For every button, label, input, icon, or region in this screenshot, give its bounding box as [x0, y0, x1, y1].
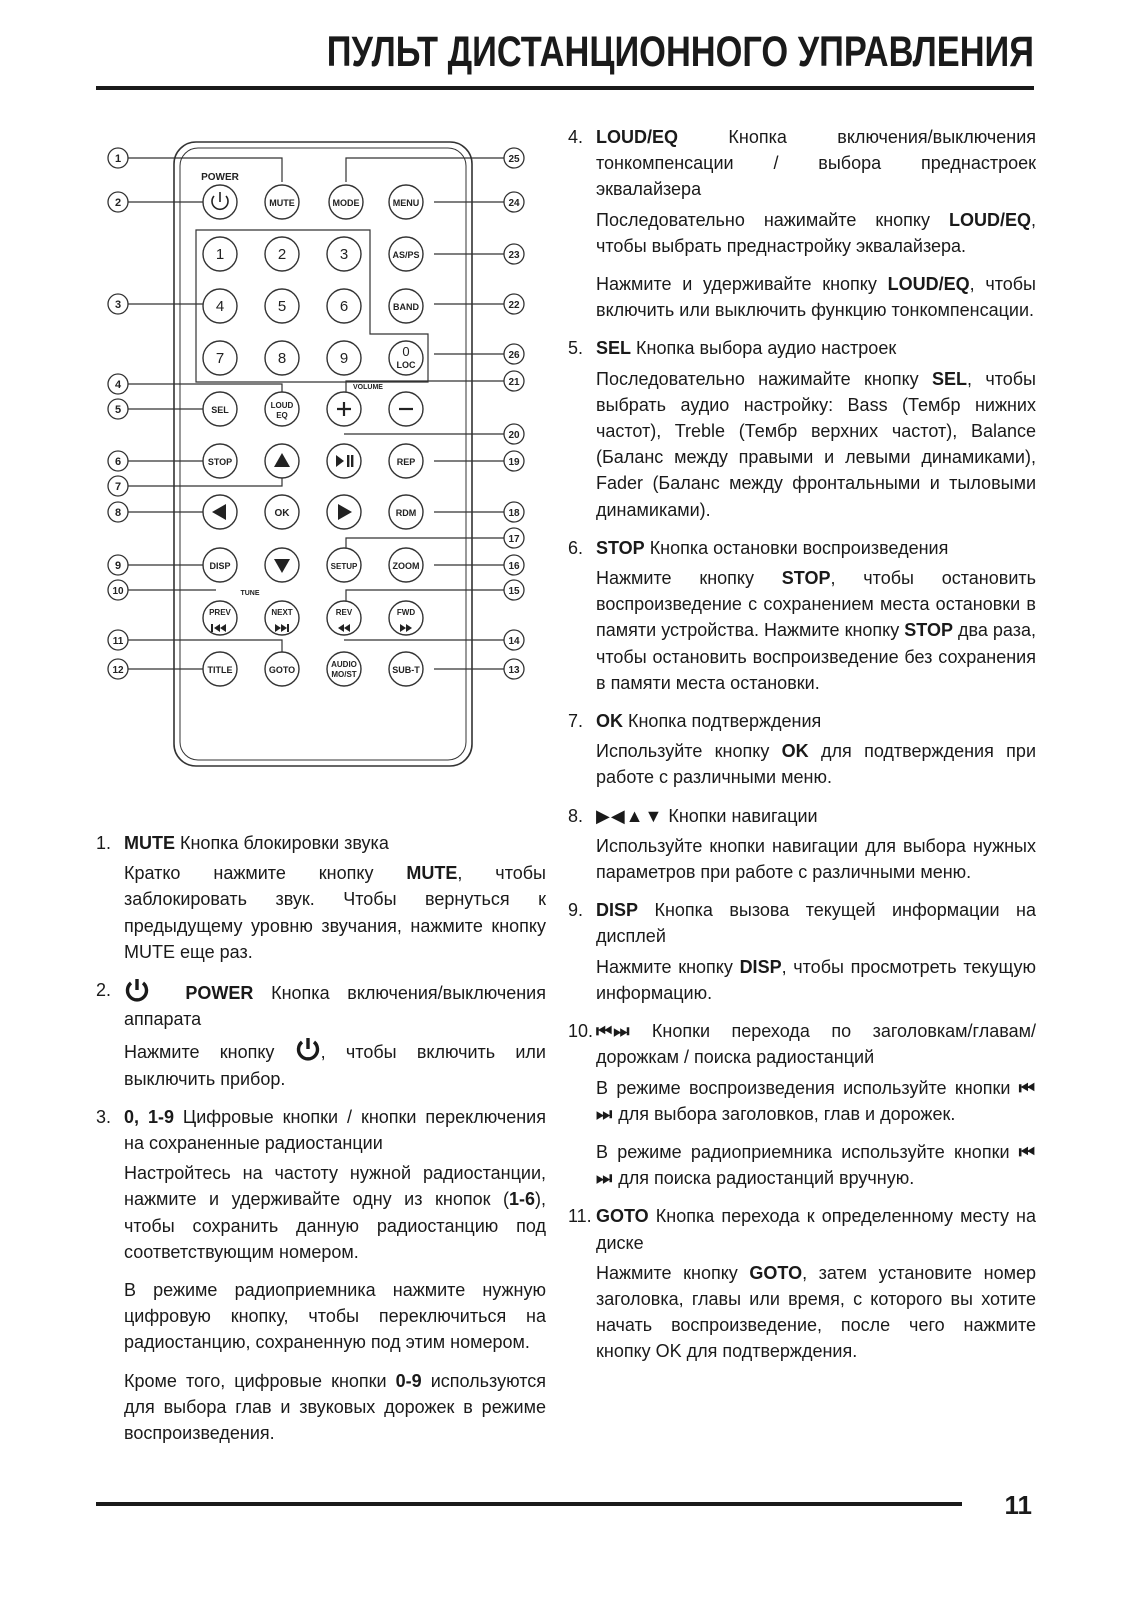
callout-number: 14: [508, 636, 520, 647]
leader-11: [128, 640, 282, 656]
key-6-label: 6: [339, 298, 349, 315]
callout-number: 22: [508, 300, 520, 311]
item-title: Кнопка выбора аудио настроек: [631, 338, 897, 359]
item-number: 8.: [568, 805, 584, 826]
callout-number: 26: [508, 350, 520, 361]
paragraph: Нажмите кнопку GOTO, затем установите номер заголовка, главы или время, с которого вы хотите начать воспроизведение, после чего нажмите кнопку OK для подтверждения.: [596, 1262, 1036, 1362]
callout-number: 19: [508, 457, 520, 468]
goto-label: GOTO: [268, 665, 296, 675]
item-heading: MUTE: [124, 833, 175, 853]
callout-number: 2: [114, 197, 122, 209]
paragraph: В режиме радиоприемника нажмите нужную цифровую кнопку, чтобы переключиться на радиостанцию, сохраненную под этим номером.: [124, 1280, 546, 1353]
item-heading: OK: [596, 711, 623, 732]
zoom-label: ZOOM: [392, 561, 420, 571]
skip-icon: ⏮ ⏭: [596, 1077, 1036, 1124]
callout-number: 20: [508, 430, 520, 441]
skip-icon: ⏮ ⏭: [596, 1141, 1036, 1189]
rep-label: REP: [396, 457, 416, 467]
callout-number: 1: [114, 153, 122, 165]
disp-label: DISP: [209, 561, 231, 571]
item-heading: GOTO: [596, 1206, 649, 1227]
callout-number: 13: [508, 665, 520, 676]
paragraph: Нажмите кнопку , чтобы включить или выключить прибор.: [96, 1036, 546, 1091]
pause-icon: [347, 455, 349, 467]
leader-7: [128, 476, 282, 486]
item-title: Кнопка включения/выключения тонкомпенсации / выбора преднастроек эквалайзера: [596, 127, 1036, 200]
callout-number: 12: [112, 665, 124, 676]
callout-number: 18: [508, 508, 520, 519]
item-digits: [96, 1104, 546, 1156]
stop-label: STOP: [207, 457, 233, 467]
item-title: Кнопка включения/выключения аппарата: [124, 983, 546, 1030]
footer-rule: [96, 1502, 962, 1506]
item-stop: [568, 535, 1036, 561]
navigation-arrows-icon: ▶◀▲▼: [596, 805, 664, 826]
callout-number: 6: [114, 456, 122, 468]
next-label: NEXT: [271, 608, 293, 617]
item-title: Кнопки перехода по заголовкам/главам/ дорожкам / поиска радиостанций: [596, 1021, 1036, 1068]
mode-label: MODE: [332, 198, 360, 208]
key-7-label: 7: [215, 350, 225, 367]
key-4-label: 4: [215, 298, 225, 315]
power-label: POWER: [201, 172, 239, 183]
pause-icon-bar: [351, 455, 353, 467]
item-ok: [568, 708, 1036, 734]
item-title: Кнопка вызова текущей информации на дисплей: [596, 900, 1036, 947]
paragraph: Используйте кнопку OK для подтверждения при работе с различными меню.: [596, 741, 1036, 788]
remote-control-illustration: [96, 116, 544, 796]
page-title: ПУЛЬТ ДИСТАНЦИОННОГО УПРАВЛЕНИЯ: [326, 28, 1034, 76]
item-power: [96, 977, 546, 1032]
power-icon: [124, 977, 150, 1003]
loud-label: LOUD: [270, 401, 294, 410]
volume-label: VOLUME: [353, 384, 383, 391]
item-number: 6.: [568, 537, 584, 558]
prev-label: PREV: [209, 608, 231, 617]
most-label: MO/ST: [331, 670, 357, 679]
key-1-label: 1: [215, 246, 225, 263]
eq-label: EQ: [276, 411, 288, 420]
item-title: Кнопки навигации: [663, 805, 818, 826]
skip-icon: ⏮⏭: [596, 1021, 631, 1042]
subt-label: SUB-T: [392, 665, 420, 675]
left-text-column: [96, 830, 546, 1458]
sel-label: SEL: [211, 405, 229, 415]
item-number: 3.: [96, 1106, 112, 1127]
item-heading: POWER: [185, 983, 254, 1004]
right-text-column: [568, 124, 1036, 1377]
leader-25: [346, 158, 512, 182]
leader-4: [128, 384, 282, 396]
paragraph: Кроме того, цифровые кнопки 0-9 используются для выбора глав и звуковых дорожек в режиме воспроизведения.: [124, 1370, 546, 1444]
paragraph: Нажмите кнопку DISP, чтобы просмотреть текущую информацию.: [596, 956, 1037, 1003]
item-number: 10.: [568, 1021, 594, 1042]
callout-number: 9: [114, 560, 122, 572]
callout-number: 16: [508, 561, 520, 572]
callout-number: 10: [112, 586, 124, 597]
item-heading: STOP: [596, 537, 645, 558]
callout-number: 21: [508, 377, 520, 388]
item-number: 7.: [568, 711, 584, 732]
callout-markers: [108, 148, 524, 679]
item-number: 9.: [568, 900, 584, 921]
item-title: Кнопка остановки воспроизведения: [644, 537, 949, 558]
callout-number: 5: [114, 404, 122, 416]
audio-most-button: [327, 652, 361, 686]
page-number: 11: [1004, 1490, 1032, 1520]
callout-number: 17: [508, 534, 520, 545]
key-9-label: 9: [339, 350, 349, 367]
paragraph: Последовательно нажимайте кнопку LOUD/EQ, чтобы выбрать преднастройку эквалайзера.: [596, 209, 1036, 256]
item-disp: [568, 897, 1036, 949]
paragraph: В режиме радиоприемника используйте кнопки ⏮ ⏭ для поиска радиостанций вручную.: [596, 1141, 1036, 1189]
key-8-label: 8: [277, 350, 287, 367]
item-mute: [96, 830, 546, 856]
leader-17: [346, 538, 512, 548]
title-label: TITLE: [207, 665, 233, 675]
key-5-label: 5: [277, 298, 287, 315]
item-loud-eq: [568, 124, 1036, 203]
paragraph: Кратко нажмите кнопку MUTE, чтобы заблокировать звук. Чтобы вернуться к предыдущему уровню звучания, нажмите кнопку MUTE еще раз.: [124, 863, 546, 962]
fwd-label: FWD: [396, 608, 416, 617]
callout-number: 11: [112, 636, 124, 647]
callout-number: 24: [508, 198, 520, 209]
item-title: Кнопка подтверждения: [623, 711, 822, 732]
callout-number: 8: [114, 507, 122, 519]
mute-label: MUTE: [269, 198, 295, 208]
item-heading: LOUD/EQ: [596, 127, 679, 147]
paragraph: Нажмите и удерживайте кнопку LOUD/EQ, чтобы включить или выключить функцию тонкомпенсации.: [596, 274, 1036, 321]
item-heading: 0, 1-9: [124, 1106, 174, 1127]
paragraph: Нажмите кнопку STOP, чтобы остановить воспроизведение с сохранением места остановки в памяти устройства. Нажмите кнопку STOP два раза, чтобы остановить воспроизведение без сохранения в памяти места остановки.: [596, 568, 1036, 693]
item-title: Кнопка блокировки звука: [175, 833, 389, 853]
ok-label: OK: [274, 508, 290, 519]
item-number: 4.: [568, 127, 584, 147]
item-number: 1.: [96, 833, 112, 853]
callout-number: 4: [114, 379, 122, 391]
callout-number: 15: [508, 586, 520, 597]
remote-buttons: [203, 185, 423, 686]
paragraph: Настройтесь на частоту нужной радиостанции, нажмите и удерживайте одну из кнопок (1-6), чтобы сохранить данную радиостанцию под соответствующим номером.: [124, 1163, 546, 1262]
paragraph: В режиме воспроизведения используйте кнопки ⏮ ⏭ для выбора заголовков, глав и дорожек.: [596, 1077, 1036, 1124]
item-sel: [568, 335, 1036, 361]
leader-15: [346, 590, 512, 602]
item-navigation: [568, 803, 1036, 829]
item-number: 2.: [96, 980, 112, 1001]
band-label: BAND: [393, 302, 419, 312]
callout-number: 25: [508, 154, 520, 165]
tune-label: TUNE: [240, 590, 260, 597]
rdm-label: RDM: [395, 508, 417, 518]
callout-number: 23: [508, 250, 520, 261]
item-heading: SEL: [596, 338, 632, 359]
audio-label: AUDIO: [331, 660, 357, 669]
item-skip: [568, 1018, 1036, 1070]
paragraph: Используйте кнопки навигации для выбора нужных параметров при работе с различными меню.: [596, 835, 1036, 883]
asps-label: AS/PS: [392, 250, 420, 260]
title-rule: [96, 86, 1034, 90]
key-0-label: 0: [402, 344, 410, 359]
paragraph: Последовательно нажимайте кнопку SEL, чтобы выбрать аудио настройку: Bass (Тембр нижних частот), Treble (Тембр верхних частот), Balance (Баланс между правыми и левыми динамиками), Fader (Баланс между фронтальными и тыловыми динамиками).: [596, 368, 1036, 520]
loc-label: LOC: [396, 360, 416, 370]
item-heading: DISP: [596, 900, 639, 921]
leader-lines: [128, 158, 512, 669]
item-number: 11.: [568, 1206, 592, 1227]
item-goto: [568, 1203, 1036, 1255]
item-title: Кнопка перехода к определенному месту на диске: [596, 1206, 1036, 1253]
rev-label: REV: [335, 608, 353, 617]
item-number: 5.: [568, 338, 584, 359]
item-title: Цифровые кнопки / кнопки переключения на сохраненные радиостанции: [124, 1106, 546, 1154]
setup-label: SETUP: [330, 562, 358, 571]
callout-number: 7: [114, 481, 122, 493]
menu-label: MENU: [392, 198, 420, 208]
key-3-label: 3: [339, 246, 349, 263]
callout-number: 3: [114, 299, 122, 311]
power-icon: [295, 1036, 321, 1062]
key-2-label: 2: [277, 246, 287, 263]
